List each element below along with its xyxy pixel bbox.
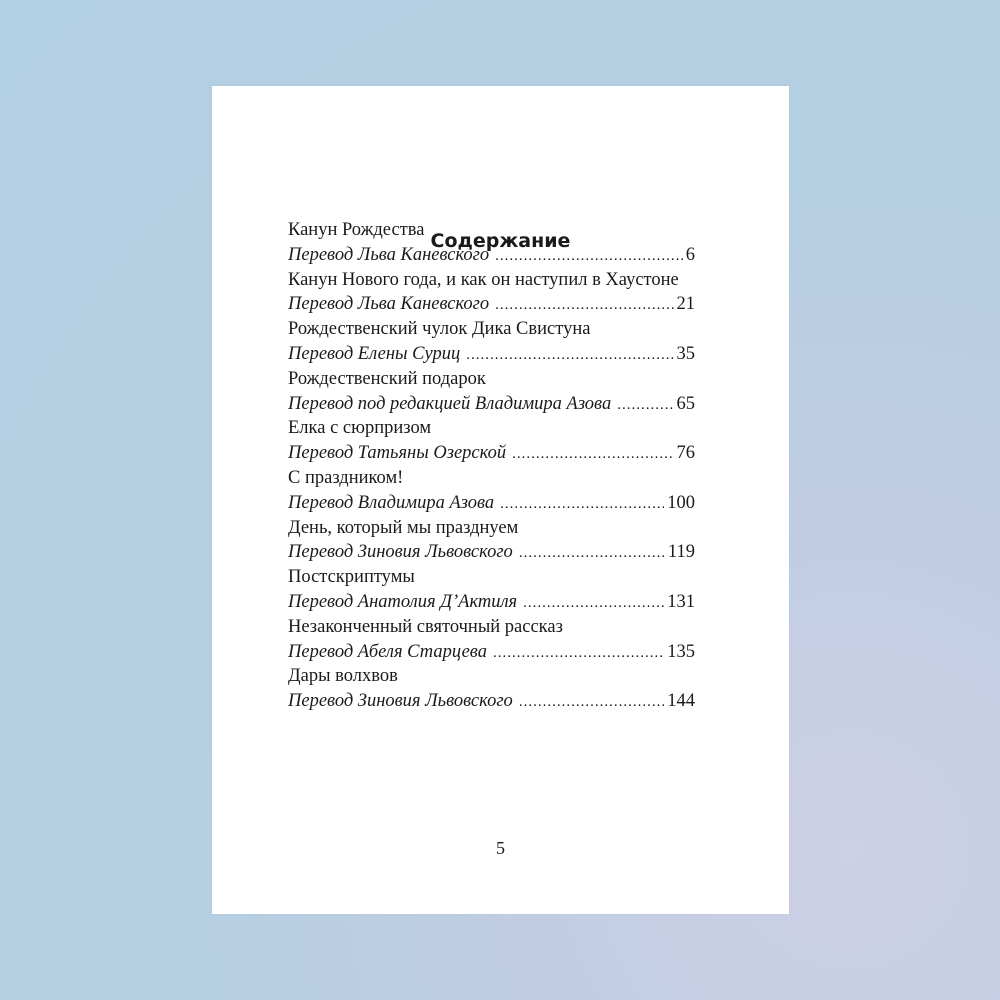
toc-entry-page: 6 (685, 244, 695, 265)
toc-entry-title: Рождественский чулок Дика Свистуна (288, 319, 591, 340)
toc-entry-title: Канун Нового года, и как он наступил в Хаустоне (288, 269, 679, 290)
toc-entry-translator: Перевод Владимира Азова (288, 492, 495, 513)
table-of-contents (288, 218, 695, 714)
toc-entry (288, 317, 695, 367)
toc-entry-line (288, 441, 695, 466)
toc-entry-title: Рождественский подарок (288, 368, 486, 389)
toc-entry (288, 565, 695, 615)
dot-leader (512, 442, 673, 467)
toc-entry-translator: Перевод Зиновия Львовского (288, 542, 513, 563)
toc-entry-page: 135 (667, 641, 695, 662)
dot-leader (519, 690, 664, 715)
dot-leader (495, 244, 683, 269)
toc-entry-translator: Перевод Льва Каневского (288, 294, 490, 315)
toc-entry-title: С праздником! (288, 467, 404, 488)
page-number: 5 (496, 838, 505, 858)
dot-leader (500, 492, 664, 517)
toc-entry-page: 76 (676, 443, 695, 464)
toc-entry-line (288, 243, 695, 268)
toc-entry-line (288, 689, 695, 714)
toc-entry-title: Канун Рождества (288, 220, 425, 240)
toc-entry (288, 615, 695, 665)
dot-leader (519, 541, 665, 566)
toc-entry-line (288, 491, 695, 516)
toc-entry-line (288, 540, 695, 565)
toc-entry-page: 21 (676, 294, 695, 315)
dot-leader (523, 591, 664, 616)
toc-entry-line (288, 342, 695, 367)
toc-entry (288, 218, 695, 268)
toc-entry (288, 367, 695, 417)
toc-entry (288, 664, 695, 714)
toc-entry-line (288, 292, 695, 317)
toc-entry-line (288, 392, 695, 417)
toc-entry-page: 65 (676, 393, 695, 414)
dot-leader (493, 641, 664, 666)
dot-leader (495, 293, 673, 318)
toc-entry-translator: Перевод Елены Суриц (288, 343, 461, 364)
toc-entry-title: День, который мы празднуем (288, 517, 519, 538)
toc-entry-page: 100 (667, 492, 695, 513)
page-title: Содержание (430, 230, 571, 252)
toc-entry-translator: Перевод Зиновия Львовского (288, 691, 513, 712)
toc-entry-page: 119 (667, 542, 695, 563)
toc-entry-title: Постскриптумы (288, 567, 415, 588)
dot-leader (617, 393, 673, 418)
toc-entry-translator: Перевод Татьяны Озерской (288, 443, 507, 464)
toc-entry-page: 131 (667, 591, 695, 612)
toc-entry-title: Елка с сюрпризом (288, 418, 432, 439)
toc-entry (288, 268, 695, 318)
toc-entry (288, 466, 695, 516)
dot-leader (466, 343, 673, 368)
toc-entry-page: 35 (676, 343, 695, 364)
toc-entry-translator: Перевод Льва Каневского (288, 244, 490, 265)
toc-entry-translator: Перевод под редакцией Владимира Азова (288, 393, 612, 414)
toc-entry-title: Незаконченный святочный рассказ (288, 616, 563, 637)
toc-entry-line (288, 640, 695, 665)
toc-entry-translator: Перевод Анатолия Д’Актиля (288, 591, 518, 612)
toc-entry (288, 416, 695, 466)
toc-entry-title: Дары волхвов (288, 666, 398, 687)
toc-entry-page: 144 (667, 691, 695, 712)
toc-entry-translator: Перевод Абеля Старцева (288, 641, 487, 662)
toc-entry (288, 516, 695, 566)
toc-entry-line (288, 590, 695, 615)
